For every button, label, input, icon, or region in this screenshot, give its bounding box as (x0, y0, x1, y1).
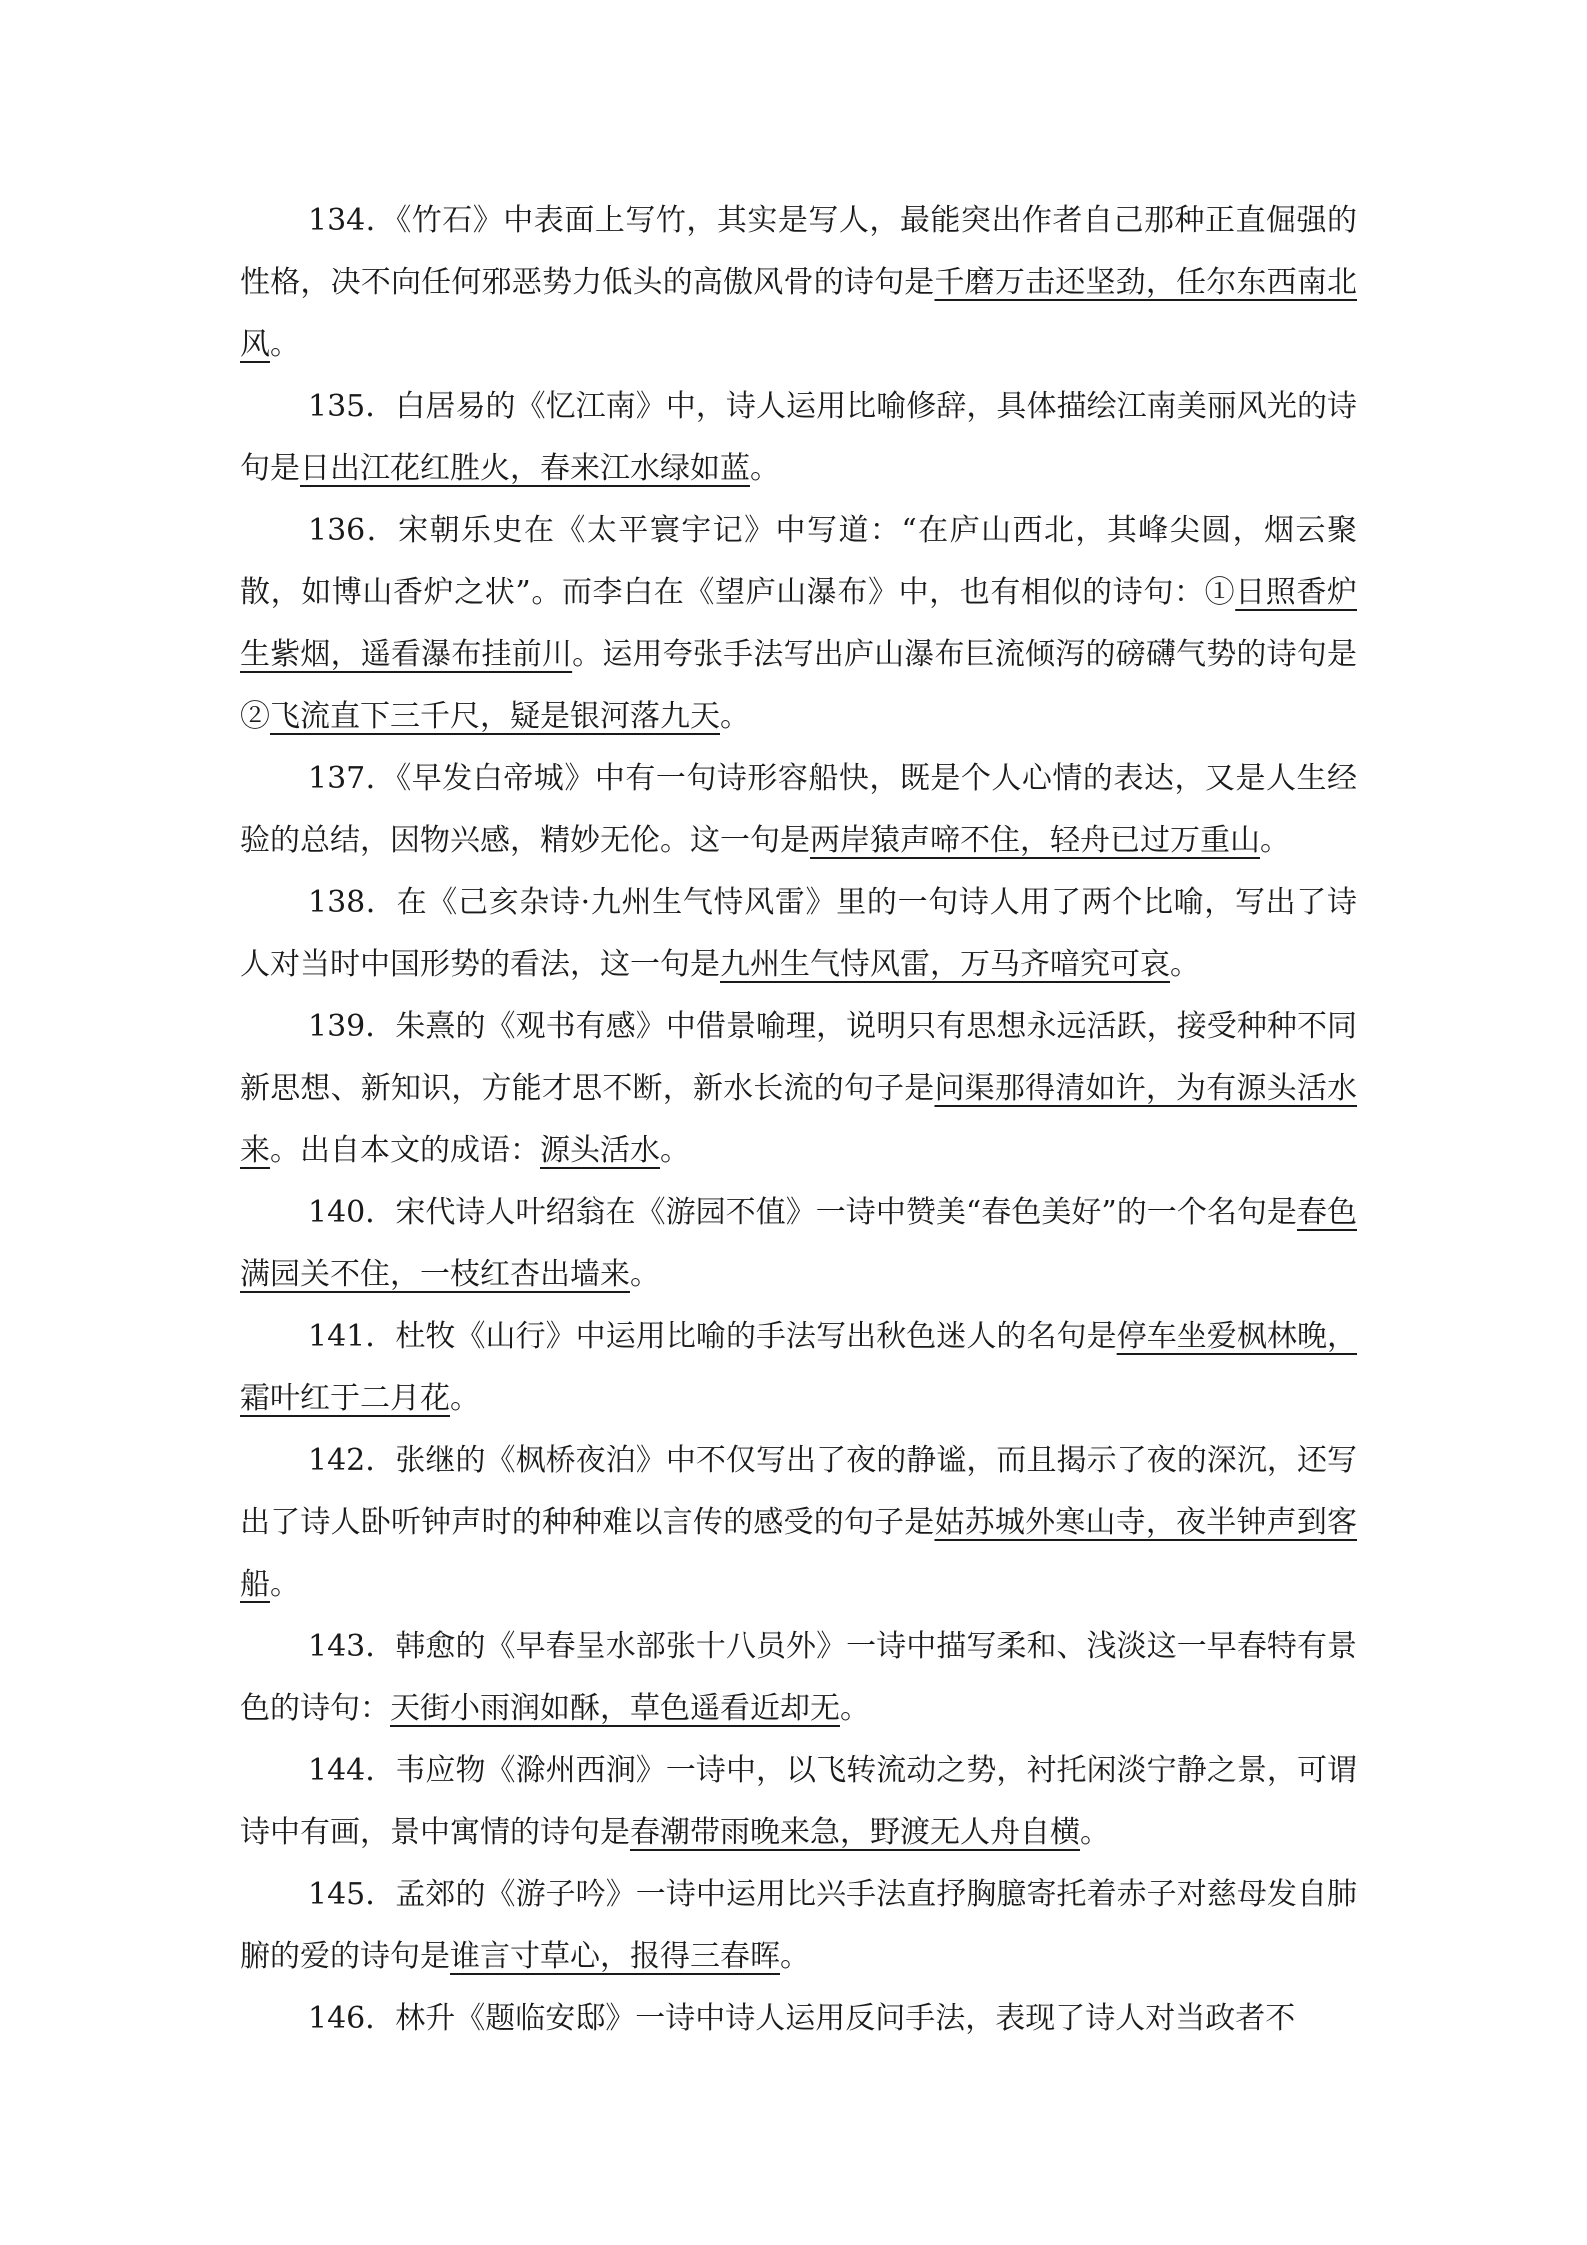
question-text: 。 (750, 451, 780, 486)
answer-text: 春潮带雨晚来急，野渡无人舟自横 (630, 1815, 1080, 1850)
question-item (240, 872, 1357, 996)
question-item (240, 1988, 1357, 2050)
answer-text: 日出江花红胜火，春来江水绿如蓝 (300, 451, 750, 486)
question-text: 137．《早发白帝城》中有一句诗形容船快，既是个人心情的表达，又是人生经验的总结，因物兴感，精妙无伦。这一句是 (240, 761, 1357, 858)
question-text: 142．张继的《枫桥夜泊》中不仅写出了夜的静谧，而且揭示了夜的深沉，还写出了诗人卧听钟声时的种种难以言传的感受的句子是 (240, 1443, 1357, 1540)
question-item (240, 500, 1357, 748)
question-text: 。 (1260, 823, 1290, 858)
question-text: 。 (660, 1133, 690, 1168)
question-text: 144．韦应物《滁州西涧》一诗中，以飞转流动之势，衬托闲淡宁静之景，可谓诗中有画，景中寓情的诗句是 (240, 1753, 1357, 1850)
question-item (240, 748, 1357, 872)
question-text: 141．杜牧《山行》中运用比喻的手法写出秋色迷人的名句是 (308, 1319, 1117, 1354)
question-text: 138．在《己亥杂诗·九州生气恃风雷》里的一句诗人用了两个比喻，写出了诗人对当时中国形势的看法，这一句是 (240, 885, 1357, 982)
question-text: 。 (630, 1257, 660, 1292)
answer-text: 源头活水 (540, 1133, 660, 1168)
question-text: 。 (270, 327, 300, 362)
question-text: 136．宋朝乐史在《太平寰宇记》中写道：“在庐山西北，其峰尖圆，烟云聚散，如博山香炉之状”。而李白在《望庐山瀑布》中，也有相似的诗句：① (240, 513, 1357, 610)
question-item (240, 1430, 1357, 1616)
answer-text: 谁言寸草心，报得三春晖 (450, 1939, 780, 1974)
answer-text: 问渠那得清如许，为有源头活水来 (240, 1071, 1358, 1168)
question-item (240, 1306, 1357, 1430)
question-item (240, 376, 1357, 500)
question-list (240, 190, 1357, 2050)
answer-text: 姑苏城外寒山寺，夜半钟声到客船 (240, 1505, 1358, 1602)
question-item (240, 1616, 1357, 1740)
question-item (240, 1182, 1357, 1306)
question-text: 143．韩愈的《早春呈水部张十八员外》一诗中描写柔和、浅淡这一早春特有景色的诗句： (240, 1629, 1357, 1726)
question-text: 。出自本文的成语： (270, 1133, 540, 1168)
question-text: 。 (720, 699, 750, 734)
question-text: 146．林升《题临安邸》一诗中诗人运用反问手法，表现了诗人对当政者不 (308, 2001, 1296, 2036)
question-text: 。 (1170, 947, 1200, 982)
question-item (240, 190, 1357, 376)
question-item (240, 1740, 1357, 1864)
question-text: 135．白居易的《忆江南》中，诗人运用比喻修辞，具体描绘江南美丽风光的诗句是 (240, 389, 1357, 486)
question-text: 139．朱熹的《观书有感》中借景喻理，说明只有思想永远活跃，接受种种不同新思想、新知识，方能才思不断，新水长流的句子是 (240, 1009, 1357, 1106)
question-text: 134．《竹石》中表面上写竹，其实是写人，最能突出作者自己那种正直倔强的性格，决不向任何邪恶势力低头的高傲风骨的诗句是 (240, 203, 1357, 300)
answer-text: 两岸猿声啼不住，轻舟已过万重山 (810, 823, 1260, 858)
question-text: 140．宋代诗人叶绍翁在《游园不值》一诗中赞美“春色美好”的一个名句是 (308, 1195, 1297, 1230)
answer-text: 日照香炉生紫烟，遥看瀑布挂前川 (240, 575, 1357, 672)
question-text: 。 (450, 1381, 480, 1416)
question-text: 。 (1080, 1815, 1110, 1850)
question-text: 。 (270, 1567, 300, 1602)
answer-text: 春色满园关不住，一枝红杏出墙来 (240, 1195, 1357, 1292)
question-text: 145．孟郊的《游子吟》一诗中运用比兴手法直抒胸臆寄托着赤子对慈母发自肺腑的爱的诗句是 (240, 1877, 1357, 1974)
answer-text: 千磨万击还坚劲，任尔东西南北风 (240, 265, 1358, 362)
answer-text: 天街小雨润如酥，草色遥看近却无 (390, 1691, 840, 1726)
answer-text: 停车坐爱枫林晚，霜叶红于二月花 (240, 1319, 1358, 1416)
question-item (240, 996, 1357, 1182)
answer-text: 飞流直下三千尺，疑是银河落九天 (270, 699, 720, 734)
answer-text: 九州生气恃风雷，万马齐喑究可哀 (720, 947, 1170, 982)
question-text: 。 (780, 1939, 810, 1974)
question-item (240, 1864, 1357, 1988)
question-text: 。 (840, 1691, 870, 1726)
question-text: 。运用夸张手法写出庐山瀑布巨流倾泻的磅礴气势的诗句是② (240, 637, 1358, 734)
